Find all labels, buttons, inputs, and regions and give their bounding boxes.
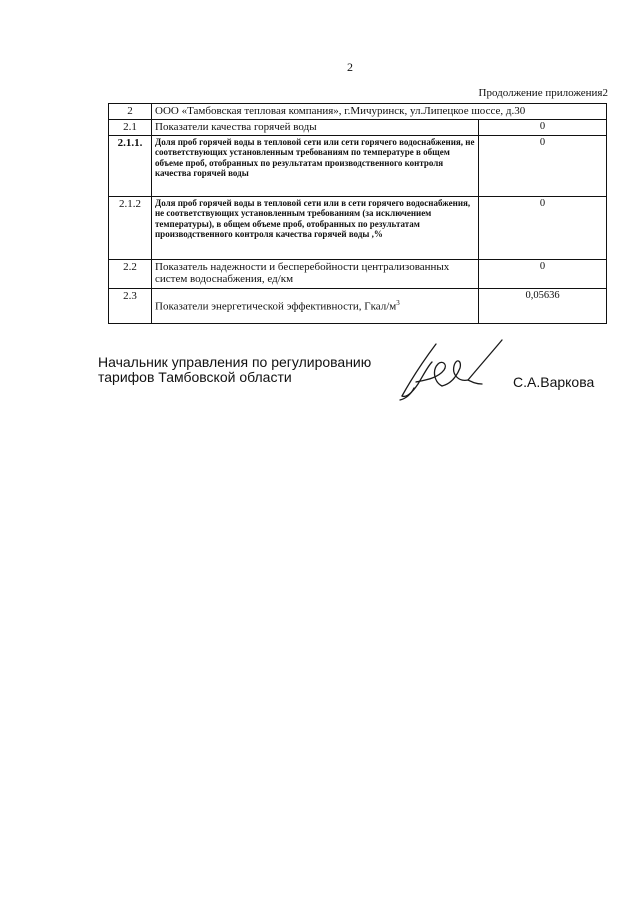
row-number: 2.3 [109,289,152,324]
position-line-2: тарифов Тамбовской области [98,369,292,385]
unit-superscript: 3 [396,298,400,307]
continuation-label: Продолжение приложения2 [478,87,608,99]
row-number: 2.1.1. [109,136,152,197]
signatory-position [98,355,371,385]
table-row [109,120,607,136]
row-number: 2.2 [109,260,152,289]
indicator-name: Показатели качества горячей воды [152,120,479,136]
position-line-1: Начальник управления по регулированию [98,354,372,370]
indicator-name: Доля проб горячей воды в тепловой сети или сети горячего водоснабжения, не соответствующих установленным требованиям по температуре в общем объеме проб, отобранных по результатам производственного контроля качества горячей воды [152,136,479,197]
signer-name: С.А.Варкова [513,374,595,390]
row-number: 2.1 [109,120,152,136]
table-row [109,104,607,120]
indicator-name: Показатель надежности и бесперебойности централизованных систем водоснабжения, ед/км [152,260,479,289]
indicator-value: 0 [479,260,607,289]
row-number: 2.1.2 [109,197,152,260]
indicator-value: 0 [479,120,607,136]
table-row [109,136,607,197]
handwritten-signature [398,338,508,404]
indicator-value: 0 [479,197,607,260]
indicator-name: Доля проб горячей воды в тепловой сети или в сети горячего водоснабжения, не соответствующих установленным требованиям (за исключением температуры), в общем объеме проб, отобранных по результатам производственного контроля качества горячей воды ,% [152,197,479,260]
indicators-table [108,103,607,324]
row-number: 2 [109,104,152,120]
page-number: 2 [347,60,353,74]
table-row [109,197,607,260]
indicator-value: 0 [479,136,607,197]
indicator-value: 0,05636 [479,289,607,324]
table-row [109,289,607,324]
indicator-name [152,289,479,324]
organization-name: ООО «Тамбовская тепловая компания», г.Мичуринск, ул.Липецкое шоссе, д.30 [152,104,607,120]
indicator-name-text: Показатели энергетической эффективности, Гкал/м [155,300,397,313]
table-row [109,260,607,289]
